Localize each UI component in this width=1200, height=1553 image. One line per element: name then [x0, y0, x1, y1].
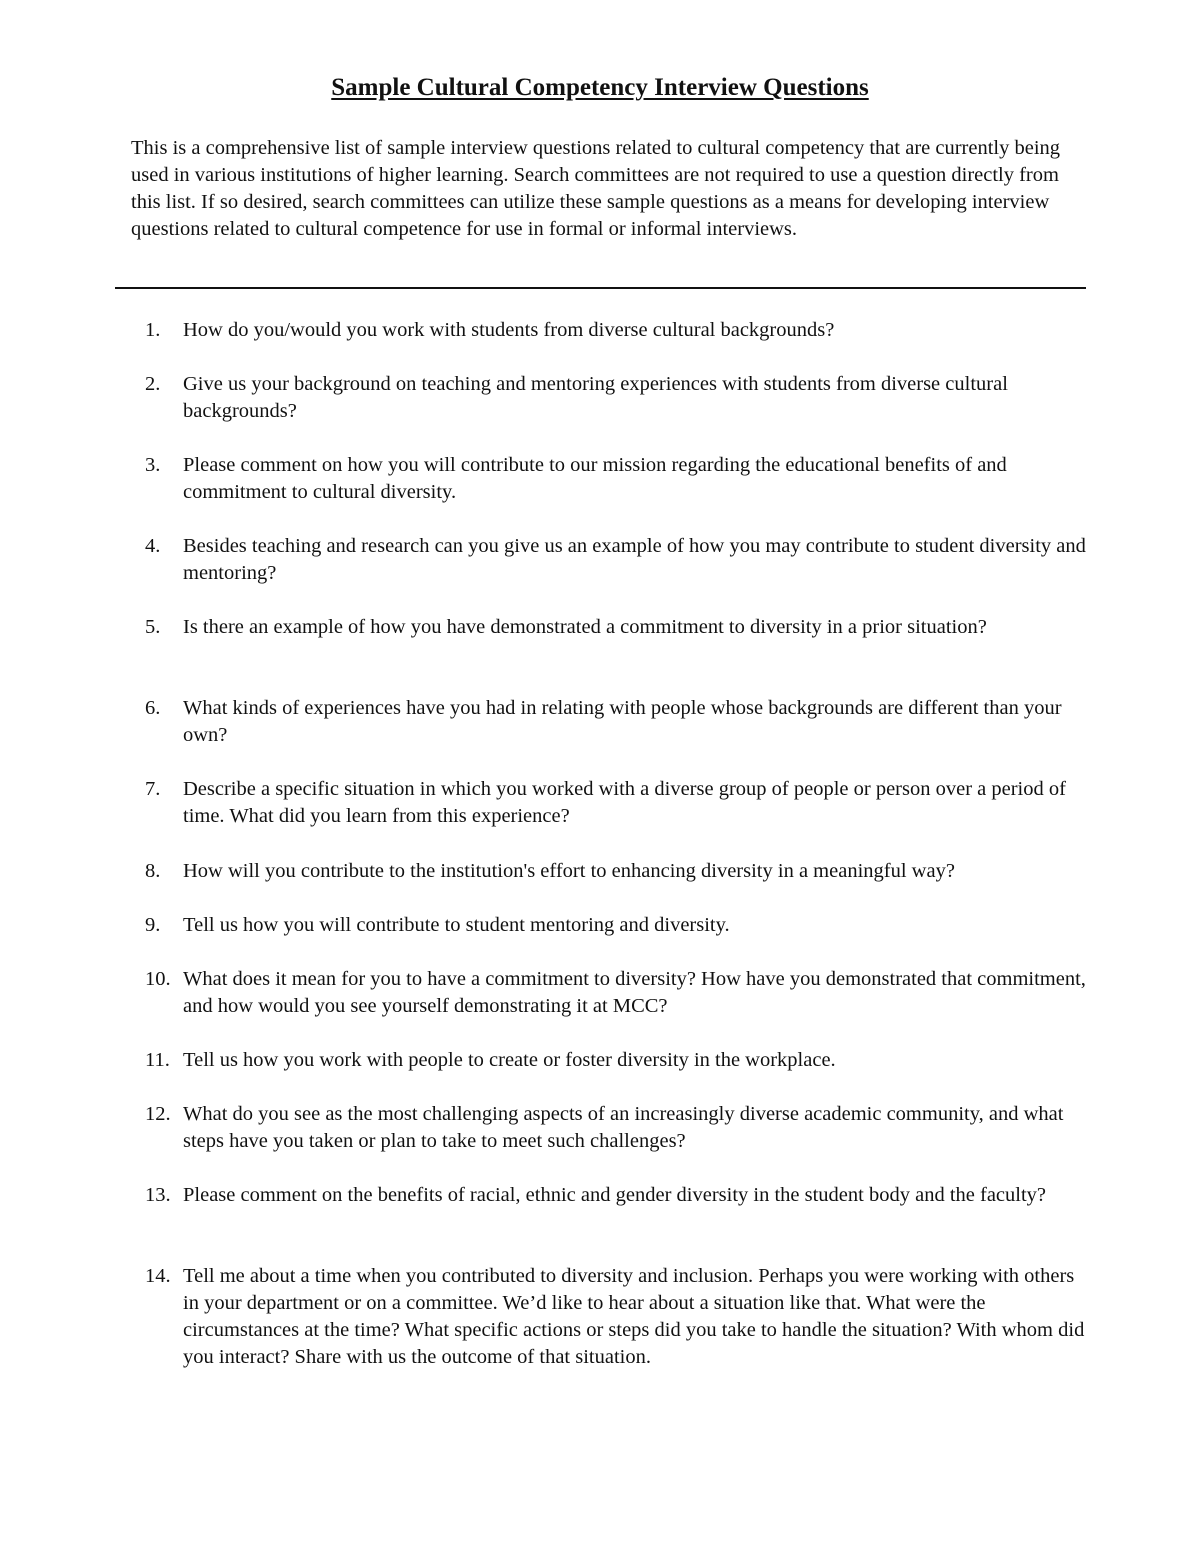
question-text: What kinds of experiences have you had in relating with people whose backgrounds are different than your own?: [183, 697, 1062, 746]
question-number: 12.: [145, 1103, 171, 1125]
question-number: 4.: [145, 535, 161, 557]
question-number: 14.: [145, 1265, 171, 1287]
question-number: 2.: [145, 373, 161, 395]
question-number: 5.: [145, 616, 161, 638]
question-text: How will you contribute to the institution's effort to enhancing diversity in a meaningful way?: [183, 860, 955, 882]
question-number: 6.: [145, 697, 161, 719]
question-number: 3.: [145, 454, 161, 476]
question-text: Besides teaching and research can you give us an example of how you may contribute to student diversity and mentoring?: [183, 535, 1086, 584]
question-text: Tell us how you work with people to create or foster diversity in the workplace.: [183, 1049, 836, 1071]
question-text: Tell me about a time when you contributed to diversity and inclusion. Perhaps you were working with others in your department or on a committee. We’d like to hear about a situation like that. What were the circumstances at the time? What specific actions or steps did you take to handle the situation? With whom did you interact? Share with us the outcome of that situation.: [183, 1265, 1085, 1368]
question-number: 10.: [145, 968, 171, 990]
question-text: Please comment on how you will contribute to our mission regarding the educational benefits of and commitment to cultural diversity.: [183, 454, 1007, 503]
question-number: 8.: [145, 860, 161, 882]
question-text: Give us your background on teaching and mentoring experiences with students from diverse cultural backgrounds?: [183, 373, 1008, 422]
document-title: Sample Cultural Competency Interview Questions: [331, 74, 869, 101]
section-divider: [115, 287, 1086, 289]
question-text: What does it mean for you to have a commitment to diversity? How have you demonstrated that commitment, and how would you see yourself demonstrating it at MCC?: [183, 968, 1086, 1017]
question-text: Tell us how you will contribute to student mentoring and diversity.: [183, 914, 730, 936]
intro-paragraph: This is a comprehensive list of sample interview questions related to cultural competency that are currently being used in various institutions of higher learning. Search committees are not required to use a question directly from this list. If so desired, search committees can utilize these sample questions as a means for developing interview questions related to cultural competence for use in formal or informal interviews.: [131, 137, 1061, 240]
question-text: What do you see as the most challenging aspects of an increasingly diverse academic community, and what steps have you taken or plan to take to meet such challenges?: [183, 1103, 1064, 1152]
question-text: Is there an example of how you have demonstrated a commitment to diversity in a prior situation?: [183, 616, 987, 638]
question-number: 1.: [145, 319, 161, 341]
question-text: How do you/would you work with students from diverse cultural backgrounds?: [183, 319, 835, 341]
question-number: 11.: [145, 1049, 170, 1071]
question-number: 7.: [145, 778, 161, 800]
question-text: Describe a specific situation in which you worked with a diverse group of people or person over a period of time. What did you learn from this experience?: [183, 778, 1066, 827]
question-text: Please comment on the benefits of racial, ethnic and gender diversity in the student body and the faculty?: [183, 1184, 1047, 1206]
question-number: 9.: [145, 914, 161, 936]
question-number: 13.: [145, 1184, 171, 1206]
